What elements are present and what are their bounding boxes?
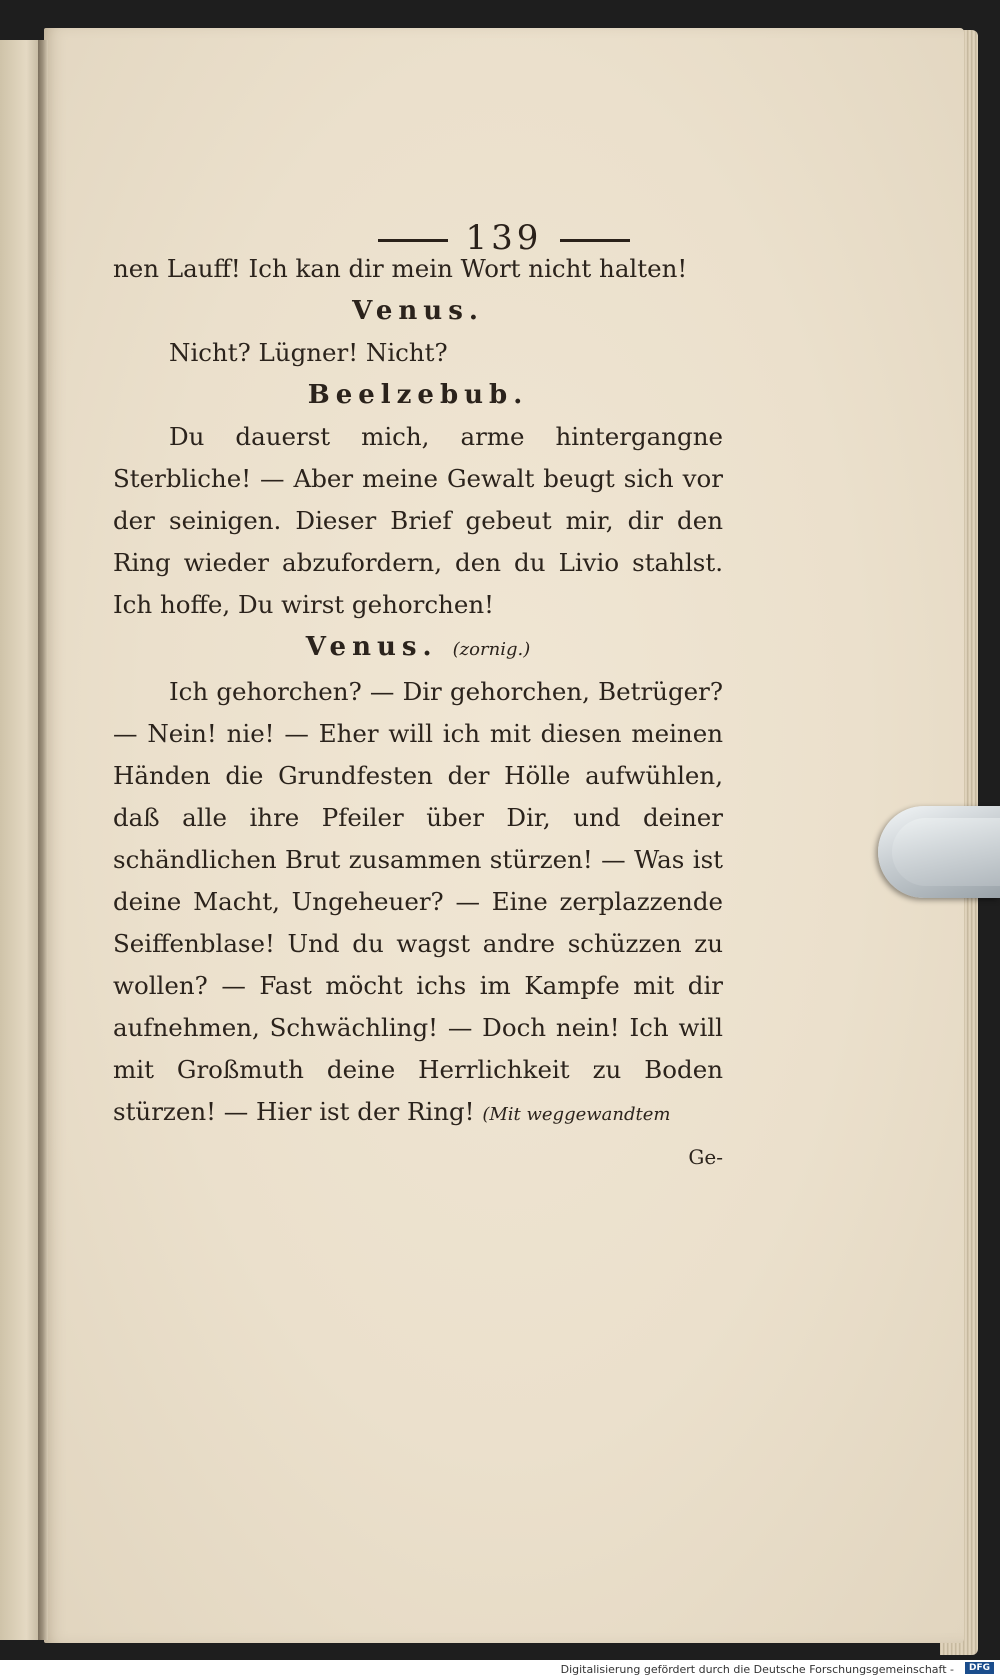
- header-rule-left: [378, 239, 448, 242]
- text-line-top: nen Lauff! Ich kan dir mein Wort nicht halten!: [113, 254, 688, 283]
- speech-venus-2: [113, 671, 723, 1136]
- speaker-beelzebub: Beelzebub.: [307, 380, 529, 410]
- stage-direction-end: (Mit weggewandtem: [482, 1104, 671, 1125]
- speech-venus-2-text: Ich gehorchen? — Dir gehorchen, Betrüger? — Nein! nie! — Eher will ich mit diesen meinen Händen die Grundfesten der Hölle aufwühlen, daß alle ihre Pfeiler über Dir, und deiner schändlichen Brut zusammen stürzen! — Was ist deine Macht, Ungeheuer? — Eine zerplazzende Seiffenblase! Und du wagst andre schüzzen zu wollen? — Fast möcht ichs im Kampfe mit dir aufnehmen, Schwächling! — Doch nein! Ich will mit Großmuth deine Herrlichkeit zu Boden stürzen! — Hier ist der Ring!: [113, 677, 723, 1126]
- footer-credit: Digitalisierung gefördert durch die Deutsche Forschungsgemeinschaft -: [560, 1663, 954, 1676]
- speech-beelzebub: Du dauerst mich, arme hintergangne Sterbliche! — Aber meine Gewalt beugt sich vor der seinigen. Dieser Brief gebeut mir, dir den Ring wieder abzufordern, den du Livio stahlst. Ich hoffe, Du wirst gehorchen!: [113, 422, 723, 619]
- header-rule-right: [560, 239, 630, 242]
- catchword: Ge-: [688, 1145, 723, 1169]
- speaker-venus-2: [113, 626, 723, 671]
- page-number: 139: [465, 218, 543, 258]
- book-gutter: [38, 40, 48, 1640]
- stage-direction-zornig: (zornig.): [452, 639, 531, 660]
- page-clip-highlight: [892, 818, 1000, 886]
- speaker-venus-1: Venus.: [352, 296, 484, 326]
- speech-venus-1: Nicht? Lügner! Nicht?: [169, 338, 448, 367]
- speaker-venus-2-name: Venus.: [305, 632, 438, 662]
- dfg-logo: DFG: [965, 1662, 994, 1674]
- page-text: [113, 248, 723, 1178]
